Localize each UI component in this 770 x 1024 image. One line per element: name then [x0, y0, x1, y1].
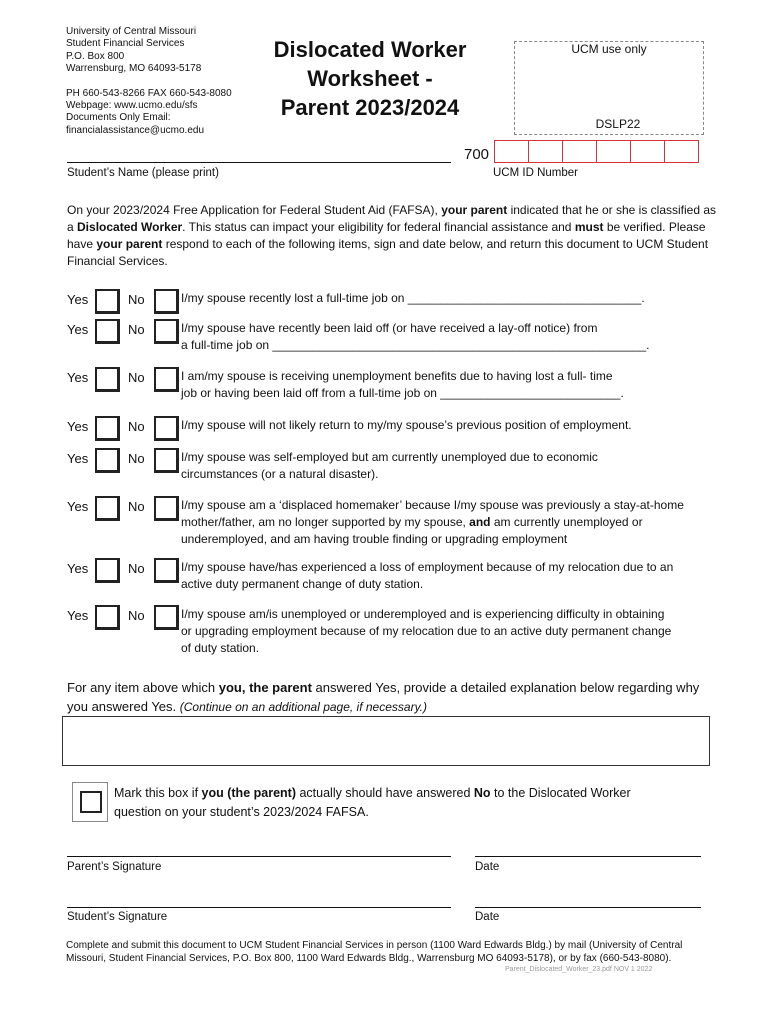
yes-checkbox[interactable]	[95, 367, 120, 392]
no-label: No	[128, 451, 145, 466]
intro-text: respond to each of the following items, sign and date below, and return this document to UCM Student Financial Services.	[67, 237, 709, 268]
student-signature-label: Student’s Signature	[67, 911, 168, 923]
question-row	[67, 451, 717, 491]
parent-signature-label: Parent’s Signature	[67, 861, 162, 873]
question-row	[67, 608, 717, 664]
intro-bold: Dislocated Worker	[77, 220, 183, 234]
mark-no-instructions	[114, 784, 654, 822]
question-line: of duty station.	[181, 641, 260, 655]
ucm-id-digit-box[interactable]	[596, 140, 631, 163]
no-checkbox[interactable]	[154, 605, 179, 630]
mark-no-checkbox-frame	[72, 782, 108, 822]
intro-text: On your 2023/2024 Free Application for Federal Student Aid (FAFSA),	[67, 203, 442, 217]
question-bold: and	[469, 515, 491, 529]
no-label: No	[128, 370, 145, 385]
contact-email-label: Documents Only Email:	[66, 112, 171, 124]
student-name-line	[67, 162, 451, 163]
question-line: job or having been laid off from a full-time job on ___________________________.	[181, 386, 624, 400]
yes-checkbox[interactable]	[95, 558, 120, 583]
question-text	[181, 559, 721, 593]
mark-text: actually should have answered	[295, 786, 474, 800]
question-line: I/my spouse am/is unemployed or underemployed and is experiencing difficulty in obtaining	[181, 607, 665, 621]
question-row	[67, 499, 717, 555]
no-checkbox[interactable]	[154, 319, 179, 344]
mark-no-checkbox[interactable]	[80, 791, 102, 813]
title-line: Dislocated Worker	[273, 37, 467, 62]
ucm-id-prefix: 700	[464, 146, 490, 163]
mark-bold: No	[473, 786, 491, 800]
ucm-id-digit-box[interactable]	[562, 140, 597, 163]
address-line: Warrensburg, MO 64093-5178	[66, 63, 202, 75]
student-date-label: Date	[475, 911, 500, 923]
question-line: a full-time job on ________________________________________________________.	[181, 338, 650, 352]
intro-bold: must	[574, 220, 604, 234]
yes-checkbox[interactable]	[95, 289, 120, 314]
ucm-id-digit-box[interactable]	[630, 140, 665, 163]
question-line: I/my spouse have/has experienced a loss of employment because of my relocation due to an	[181, 560, 674, 574]
yes-checkbox[interactable]	[95, 605, 120, 630]
explanation-instructions	[67, 678, 707, 717]
question-line: I/my spouse will not likely return to my/my spouse’s previous position of employment.	[181, 418, 632, 432]
question-line: or upgrading employment because of my relocation due to an active duty permanent change	[181, 624, 672, 638]
ucm-id-boxes	[495, 140, 699, 162]
no-checkbox[interactable]	[154, 289, 179, 314]
no-label: No	[128, 499, 145, 514]
ucm-use-only-label: UCM use only	[571, 42, 647, 56]
ucm-id-digit-box[interactable]	[528, 140, 563, 163]
contact-phone-fax: PH 660-543-8266 FAX 660-543-8080	[66, 87, 232, 99]
parent-signature-line[interactable]	[67, 856, 451, 857]
intro-text: indicated that he or she is classified as a	[67, 203, 717, 234]
student-date-line[interactable]	[475, 907, 701, 908]
question-line: I/my spouse am a ‘displaced homemaker’ because I/my spouse was previously a stay-at-home mother/father, am no longer supported by my spouse,	[181, 498, 684, 529]
yes-label: Yes	[67, 370, 89, 385]
explain-text: For any item above which	[67, 680, 219, 695]
address-line: University of Central Missouri	[66, 26, 197, 37]
form-code: DSLP22	[595, 117, 641, 131]
no-checkbox[interactable]	[154, 558, 179, 583]
no-label: No	[128, 561, 145, 576]
yes-checkbox[interactable]	[95, 416, 120, 441]
question-line: am currently unemployed or underemployed, and am having trouble finding or upgrading employment	[181, 515, 643, 546]
yes-label: Yes	[67, 322, 89, 337]
address-line: Student Financial Services	[66, 38, 185, 50]
ucm-id-digit-box[interactable]	[664, 140, 699, 163]
title-line: Parent 2023/2024	[280, 95, 460, 120]
explain-bold: you, the parent	[218, 680, 312, 695]
mark-bold: you (the parent)	[201, 786, 296, 800]
no-checkbox[interactable]	[154, 496, 179, 521]
contact-email: financialassistance@ucmo.edu	[66, 124, 205, 136]
yes-label: Yes	[67, 419, 89, 434]
question-row	[67, 370, 717, 410]
question-row	[67, 561, 717, 601]
no-checkbox[interactable]	[154, 448, 179, 473]
question-row	[67, 322, 717, 362]
file-stamp: Parent_Dislocated_Worker_23.pdf NOV 1 2022	[505, 966, 653, 973]
intro-bold: your parent	[96, 237, 163, 251]
question-text	[181, 417, 721, 434]
yes-label: Yes	[67, 499, 89, 514]
ucm-id-digit-box[interactable]	[494, 140, 529, 163]
parent-date-label: Date	[475, 861, 500, 873]
mark-text: Mark this box if	[114, 786, 202, 800]
yes-label: Yes	[67, 561, 89, 576]
question-line: I/my spouse was self-employed but am currently unemployed due to economic	[181, 450, 598, 464]
contact-webpage: Webpage: www.ucmo.edu/sfs	[66, 100, 198, 112]
intro-bold: your parent	[441, 203, 508, 217]
ucm-id-label: UCM ID Number	[493, 167, 578, 179]
form-title	[262, 35, 478, 122]
student-signature-line[interactable]	[67, 907, 451, 908]
question-text	[181, 449, 721, 483]
question-text	[181, 606, 721, 657]
intro-text: . This status can impact your eligibility for federal financial assistance and	[182, 220, 575, 234]
question-line: I am/my spouse is receiving unemployment benefits due to having lost a full- time	[181, 369, 613, 383]
no-checkbox[interactable]	[154, 416, 179, 441]
submission-instructions: Complete and submit this document to UCM Student Financial Services in person (1100 Ward Edwards Bldg.) by mail (University of Central Missouri, Student Financial Services, P.O. Box 800, 1100 Ward Edwards Bldg., Warrensburg MO 64093-5178), or by fax (660-543-8080).	[66, 940, 683, 964]
question-line: active duty permanent change of duty station.	[181, 577, 424, 591]
explain-note: (Continue on an additional page, if necessary.)	[179, 700, 428, 714]
question-line: circumstances (or a natural disaster).	[181, 467, 379, 481]
no-label: No	[128, 419, 145, 434]
yes-checkbox[interactable]	[95, 319, 120, 344]
question-line: I/my spouse recently lost a full-time job on ___________________________________.	[181, 291, 645, 305]
question-text	[181, 368, 721, 402]
no-label: No	[128, 608, 145, 623]
no-label: No	[128, 292, 145, 307]
question-line: I/my spouse have recently been laid off (or have received a lay-off notice) from	[181, 321, 598, 335]
yes-label: Yes	[67, 292, 89, 307]
mark-text: to the Dislocated Worker question on your student’s 2023/2024 FAFSA.	[114, 786, 631, 819]
intro-text: be verified. Please have	[67, 220, 706, 251]
yes-label: Yes	[67, 608, 89, 623]
question-text	[181, 497, 721, 548]
yes-label: Yes	[67, 451, 89, 466]
student-name-field[interactable]	[70, 146, 450, 162]
parent-date-line[interactable]	[475, 856, 701, 857]
no-label: No	[128, 322, 145, 337]
yes-checkbox[interactable]	[95, 448, 120, 473]
sfs-address-block	[66, 26, 232, 137]
ucm-use-only-box	[514, 41, 704, 135]
yes-checkbox[interactable]	[95, 496, 120, 521]
explanation-textbox[interactable]	[62, 716, 710, 766]
title-line: Worksheet -	[307, 66, 433, 91]
explain-text: answered Yes, provide a detailed explanation below regarding why you answered Yes.	[67, 680, 700, 714]
question-text	[181, 320, 721, 354]
question-text	[181, 290, 721, 307]
intro-paragraph	[67, 202, 717, 270]
no-checkbox[interactable]	[154, 367, 179, 392]
student-name-label: Student’s Name (please print)	[67, 167, 219, 179]
address-line: P.O. Box 800	[66, 50, 125, 62]
